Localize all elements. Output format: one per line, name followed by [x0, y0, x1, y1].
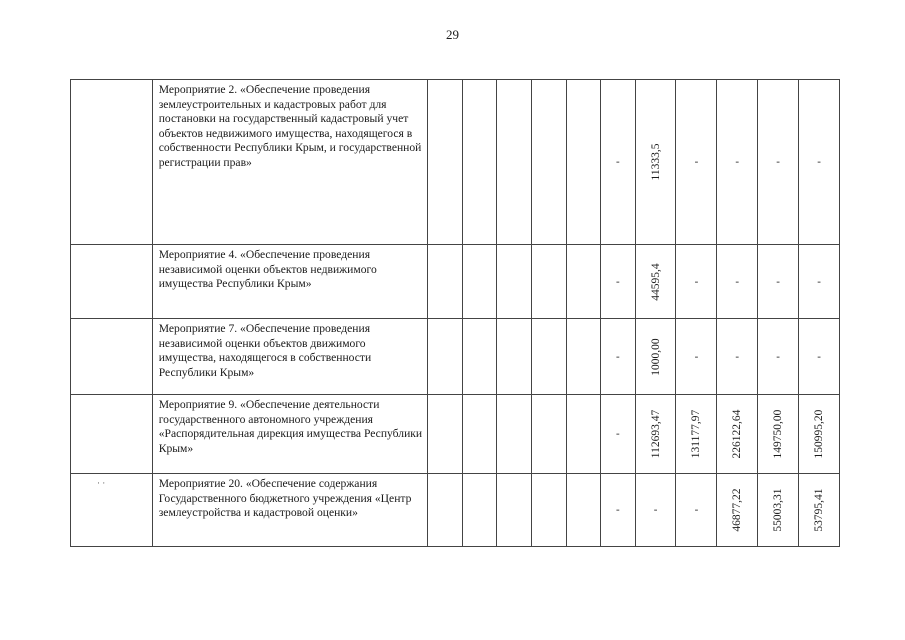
empty-cell	[462, 80, 497, 245]
empty-cell	[497, 319, 532, 395]
row-marker-cell	[71, 395, 153, 474]
value-text: 55003,31	[772, 488, 785, 532]
value-text: 53795,41	[813, 488, 826, 532]
value-cell	[758, 474, 799, 547]
value-dash: -	[735, 350, 740, 362]
empty-cell	[566, 80, 601, 245]
value-dash: -	[694, 503, 699, 516]
program-table	[70, 79, 840, 547]
description-cell	[152, 245, 428, 319]
empty-cell	[497, 245, 532, 319]
table-row	[71, 474, 840, 547]
value-text: 44595,4	[649, 262, 662, 301]
table-row	[71, 245, 840, 319]
value-dash: -	[694, 155, 699, 168]
row-marker-cell	[71, 319, 153, 395]
value-cell	[601, 395, 636, 474]
value-cell	[635, 319, 676, 395]
value-text: 226122,64	[731, 409, 744, 459]
value-dash: -	[694, 350, 699, 362]
row-marker-cell	[71, 80, 153, 245]
value-cell	[601, 474, 636, 547]
value-cell	[758, 245, 799, 319]
empty-cell	[497, 395, 532, 474]
value-dash: -	[616, 155, 620, 168]
value-dash: -	[616, 503, 620, 516]
table-row	[71, 319, 840, 395]
activity-description: Мероприятие 20. «Обеспечение содержания Государственного бюджетного учреждения «Центр землеустройства и кадастровой оценки»	[158, 477, 412, 519]
value-cell	[758, 319, 799, 395]
value-cell	[676, 80, 717, 245]
value-cell	[799, 80, 840, 245]
value-cell	[758, 395, 799, 474]
empty-cell	[531, 319, 566, 395]
value-cell	[601, 245, 636, 319]
value-cell	[799, 319, 840, 395]
value-dash: -	[735, 155, 740, 168]
empty-cell	[462, 395, 497, 474]
value-cell	[676, 319, 717, 395]
empty-cell	[428, 319, 463, 395]
value-dash: -	[616, 275, 620, 287]
value-dash: -	[817, 155, 821, 168]
description-cell	[152, 474, 428, 547]
value-cell	[717, 80, 758, 245]
empty-cell	[566, 319, 601, 395]
table-row	[71, 80, 840, 245]
row-marker	[71, 395, 152, 399]
value-dash: -	[776, 275, 780, 287]
value-cell	[758, 80, 799, 245]
value-text: 131177,97	[690, 409, 703, 459]
empty-cell	[497, 474, 532, 547]
value-cell	[717, 395, 758, 474]
empty-cell	[428, 80, 463, 245]
value-cell	[676, 474, 717, 547]
empty-cell	[428, 395, 463, 474]
empty-cell	[531, 474, 566, 547]
empty-cell	[531, 395, 566, 474]
activity-description: Мероприятие 7. «Обеспечение проведения независимой оценки объектов движимого имущества, находящегося в собственности Республики Крым»	[158, 322, 372, 379]
row-marker: · ·	[97, 478, 106, 488]
value-cell	[601, 80, 636, 245]
description-cell	[152, 395, 428, 474]
empty-cell	[531, 245, 566, 319]
empty-cell	[462, 319, 497, 395]
value-cell	[717, 319, 758, 395]
value-dash: -	[694, 275, 699, 287]
activity-description: Мероприятие 4. «Обеспечение проведения независимой оценки объектов недвижимого имущества Республики Крым»	[158, 248, 377, 290]
row-marker	[71, 245, 152, 249]
row-marker	[71, 319, 152, 323]
row-marker	[71, 80, 152, 84]
empty-cell	[462, 245, 497, 319]
value-cell	[799, 245, 840, 319]
value-cell	[635, 80, 676, 245]
value-cell	[717, 474, 758, 547]
value-cell	[635, 395, 676, 474]
value-text: 46877,22	[731, 488, 744, 532]
row-marker-cell	[71, 474, 153, 547]
value-dash: -	[653, 503, 658, 516]
value-cell	[635, 474, 676, 547]
value-text: 1000,00	[649, 337, 662, 376]
description-cell	[152, 80, 428, 245]
value-dash: -	[817, 275, 821, 287]
activity-description: Мероприятие 9. «Обеспечение деятельности государственного автономного учреждения «Распорядительная дирекция имущества Республики Крым»	[158, 398, 423, 455]
value-cell	[635, 245, 676, 319]
value-dash: -	[817, 350, 821, 362]
value-text: 149750,00	[772, 409, 785, 459]
activity-description: Мероприятие 2. «Обеспечение проведения землеустроительных и кадастровых работ для постановки на государственный кадастровый учет объектов недвижимого имущества, находящегося в собственности Республики Крым, и государственной регистрации прав»	[158, 83, 422, 169]
empty-cell	[428, 474, 463, 547]
value-cell	[799, 395, 840, 474]
empty-cell	[497, 80, 532, 245]
value-text: 150995,20	[813, 409, 826, 459]
value-cell	[717, 245, 758, 319]
empty-cell	[566, 474, 601, 547]
empty-cell	[462, 474, 497, 547]
value-cell	[676, 245, 717, 319]
value-dash: -	[776, 350, 780, 362]
empty-cell	[566, 245, 601, 319]
value-cell	[601, 319, 636, 395]
value-dash: -	[776, 155, 780, 168]
empty-cell	[566, 395, 601, 474]
value-cell	[799, 474, 840, 547]
page-number: 29	[446, 27, 459, 42]
value-text: 112693,47	[649, 409, 662, 459]
value-dash: -	[735, 275, 740, 287]
table-row	[71, 395, 840, 474]
empty-cell	[428, 245, 463, 319]
description-cell	[152, 319, 428, 395]
row-marker-cell	[71, 245, 153, 319]
value-dash: -	[616, 350, 620, 362]
empty-cell	[531, 80, 566, 245]
value-dash: -	[616, 427, 620, 440]
value-text: 11333,5	[649, 143, 662, 181]
value-cell	[676, 395, 717, 474]
